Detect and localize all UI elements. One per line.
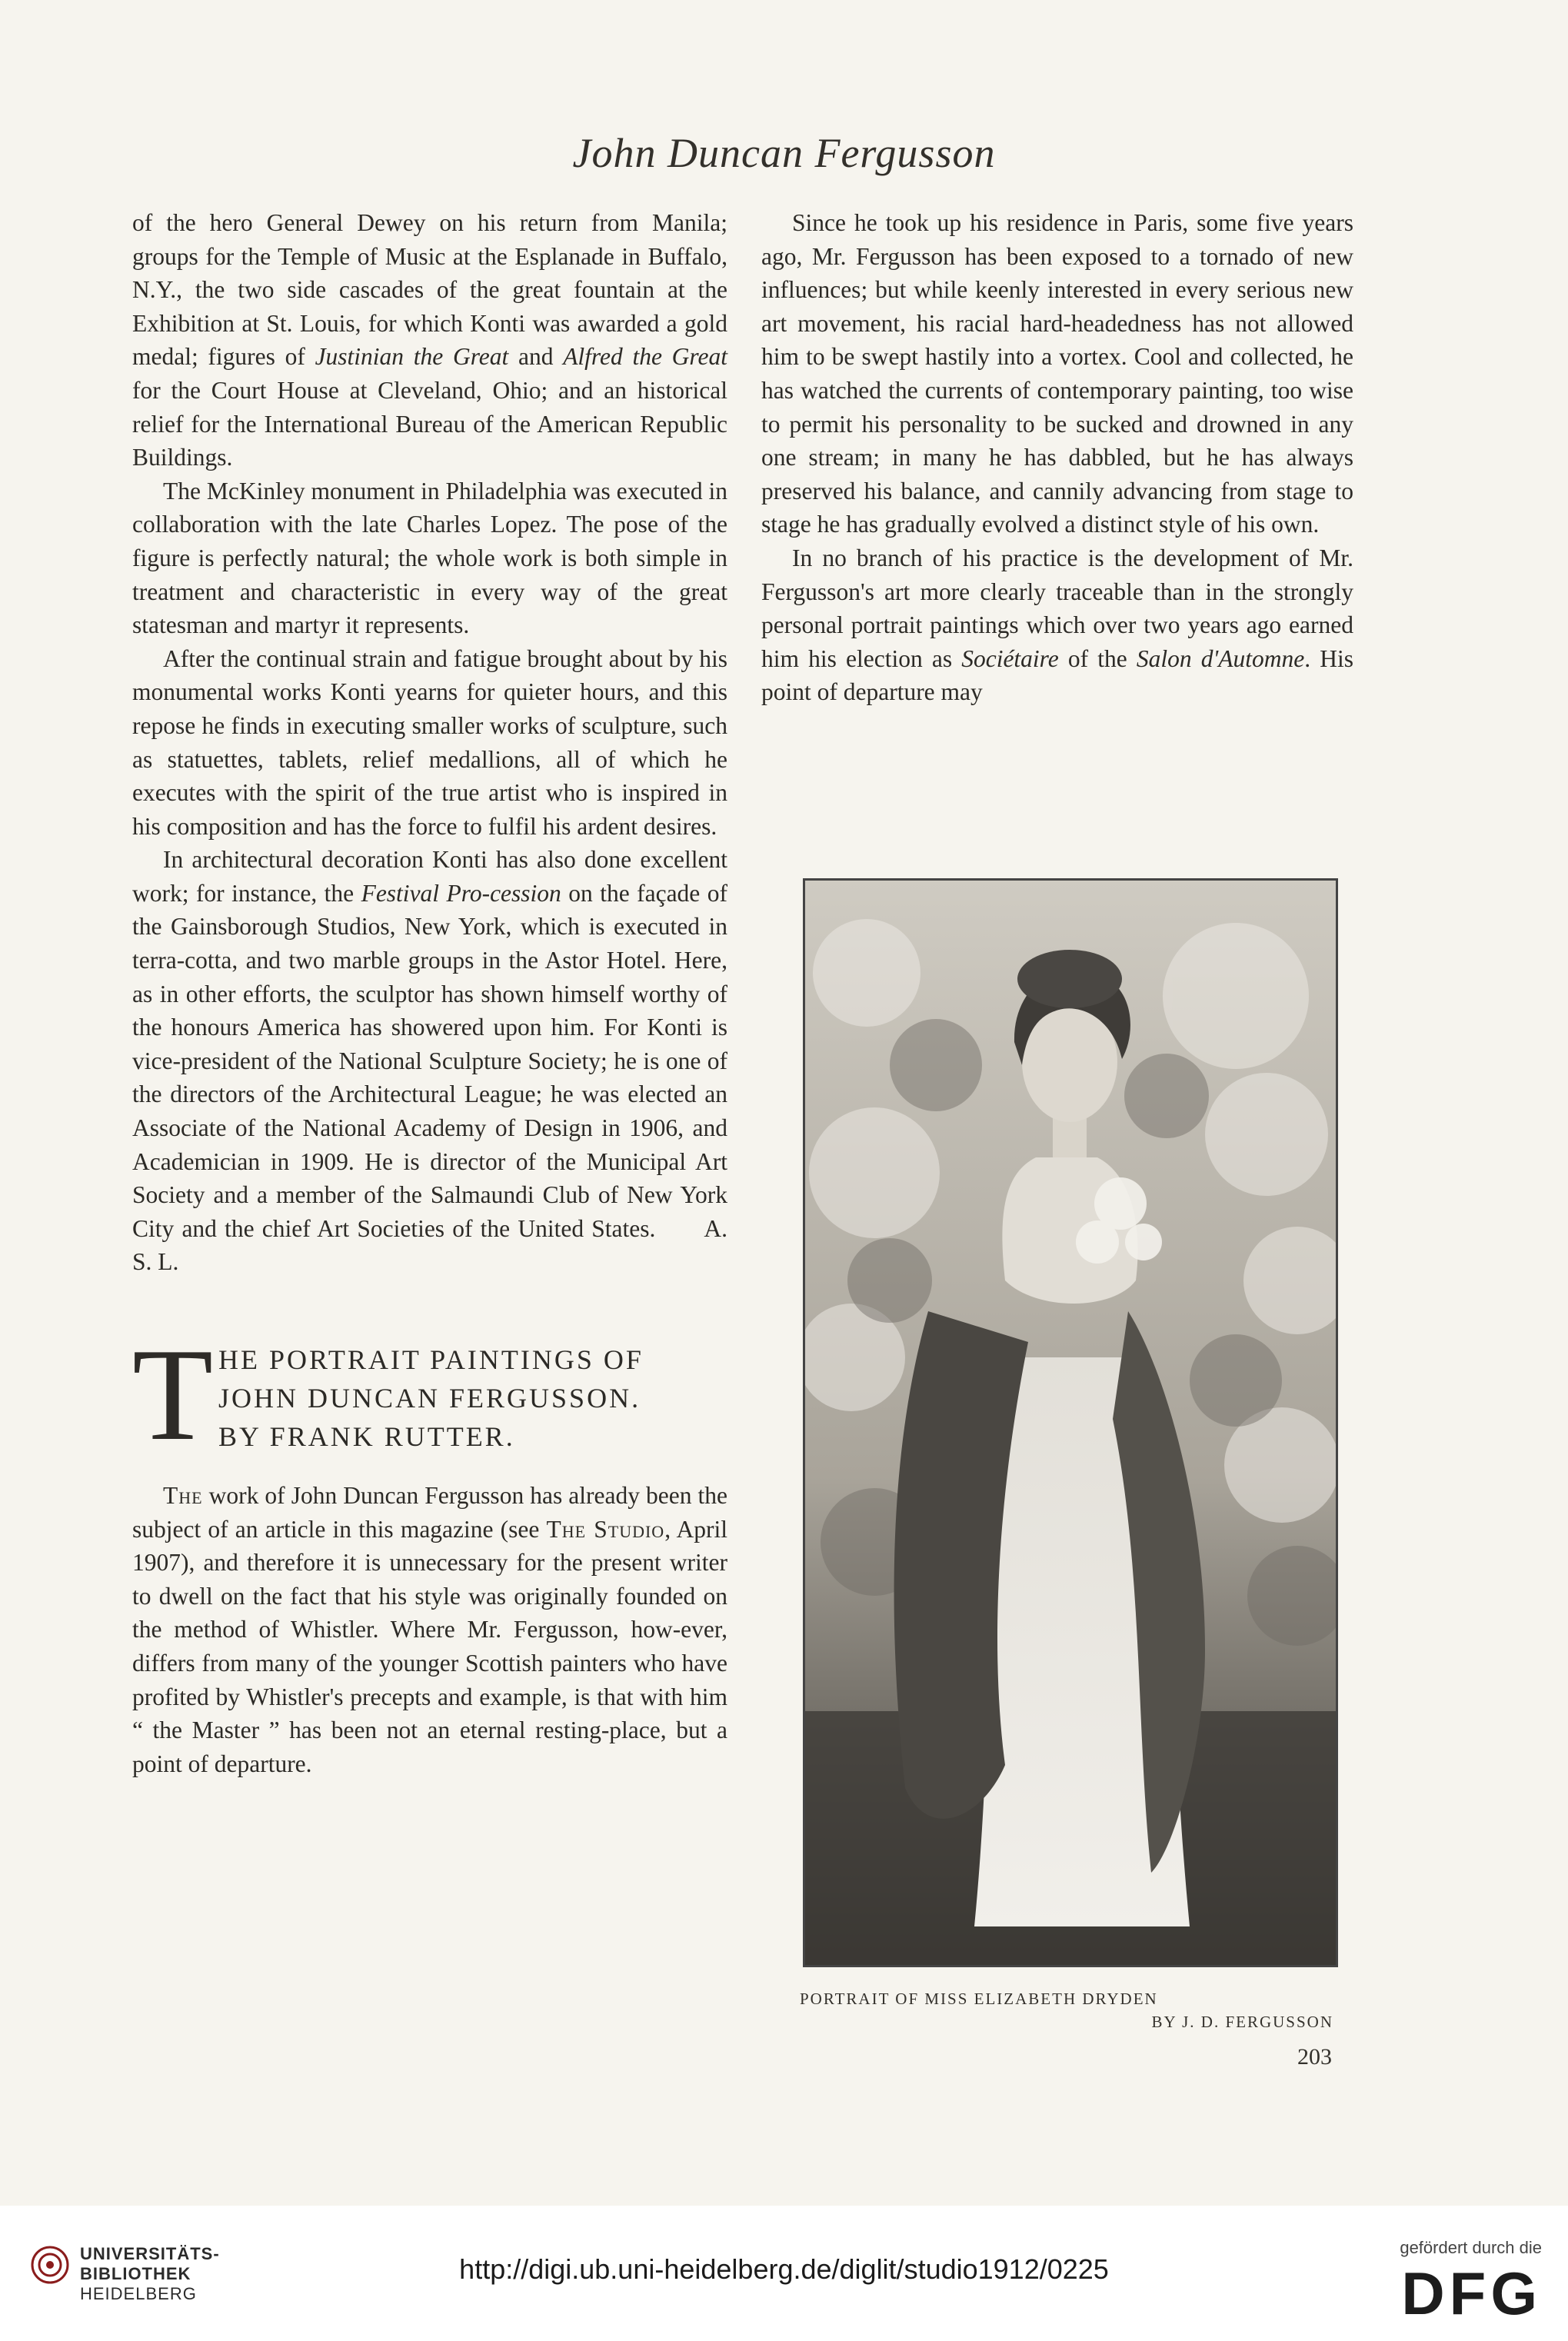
body-paragraph — [132, 843, 727, 1279]
text-run: work of John Duncan Fergusson has already been the subject of an article in this magazine (see — [132, 1482, 727, 1543]
text-run: In architectural decoration Konti has also done excellent work; for instance, the — [132, 846, 727, 907]
body-paragraph — [132, 475, 727, 642]
figure-caption — [800, 1987, 1333, 2033]
source-url-link[interactable]: http://digi.ub.uni-heidelberg.de/diglit/studio1912/0225 — [459, 2253, 1109, 2285]
text-run: for the Court House at Cleveland, Ohio; and an historical relief for the International Bureau of the American Republic Buildings. — [132, 376, 727, 471]
funder-text: gefördert durch die — [1400, 2238, 1542, 2257]
body-paragraph — [132, 1479, 727, 1780]
portrait-painting-image — [805, 881, 1336, 1965]
article-byline: BY FRANK RUTTER. — [218, 1421, 515, 1452]
article-title-line: HE PORTRAIT PAINTINGS OF — [218, 1344, 644, 1375]
body-paragraph — [132, 642, 727, 844]
right-column — [761, 206, 1353, 709]
italic-text: Justinian the Great — [315, 343, 509, 371]
article-heading — [132, 1322, 727, 1468]
italic-text: Sociétaire — [961, 644, 1059, 672]
text-run: , April 1907), and therefore it is unnecessary for the present writer to dwell on the fact that his style was originally founded on the method of Whistler. Where Mr. Fergusson, how-ever, differs from many of the younger Scottish painters who have profited by Whistler's precepts and example, is that with him “ the Master ” has been not an eternal resting-place, but a point of departure. — [132, 1515, 727, 1777]
drop-cap: T — [132, 1322, 214, 1468]
text-run: and — [508, 343, 564, 371]
body-paragraph — [132, 206, 727, 475]
text-run: The — [163, 1482, 203, 1509]
text-run: Since he took up his residence in Paris, some five years ago, Mr. Fergusson has been exposed to a tornado of new influences; but while keenly interested in every serious new art movement, his racial hard-headedness has not allowed him to be swept hastily into a vortex. Cool and collected, he has watched the currents of contemporary painting, too wise to permit his personality to be sucked and drowned in any one stream; in many he has dabbled, but he has always preserved his balance, and cannily advancing from stage to stage he has gradually evolved a distinct style of his own. — [761, 209, 1353, 538]
caption-artist: BY J. D. FERGUSSON — [1151, 2013, 1333, 2031]
caption-title: PORTRAIT OF MISS ELIZABETH DRYDEN — [800, 1990, 1158, 2008]
text-run: . His point of departure may — [761, 644, 1353, 706]
text-run: The McKinley monument in Philadelphia was executed in collaboration with the late Charles Lopez. The pose of the figure is perfectly natural; the whole work is both simple in treatment and characteristic in every way of the great statesman and martyr it represents. — [132, 477, 727, 639]
article-body-paragraphs — [132, 1479, 727, 1780]
italic-text: Salon d'Automne — [1136, 644, 1305, 672]
library-name-line: BIBLIOTHEK — [80, 2264, 191, 2283]
article-title-line: JOHN DUNCAN FERGUSSON. — [218, 1383, 641, 1414]
right-column-paragraphs — [761, 206, 1353, 709]
body-paragraph — [761, 541, 1353, 709]
text-run: of the — [1058, 644, 1137, 672]
italic-text: Festival Pro-cession — [361, 879, 561, 907]
italic-text: Alfred the Great — [563, 343, 727, 371]
text-run: In no branch of his practice is the development of Mr. Fergusson's art more clearly traceable than in the strongly personal portrait paintings which over two years ago earned him his election as — [761, 544, 1353, 672]
library-city: HEIDELBERG — [80, 2284, 197, 2303]
library-name-line: UNIVERSITÄTS- — [80, 2244, 220, 2263]
dfg-logo: DFG — [1401, 2259, 1542, 2327]
digitization-footer — [0, 2206, 1568, 2341]
article-title — [218, 1340, 727, 1456]
text-run: on the façade of the Gainsborough Studios, New York, which is executed in terra-cotta, and two marble groups in the Astor Hotel. Here, as in other efforts, the sculptor has shown himself worthy of the honours America has showered upon him. For Konti is vice-president of the National Sculpture Society; he is one of the directors of the Architectural League; he was elected an Associate of the National Academy of Design in 1906, and Academician in 1909. He is director of the Municipal Art Society and a member of the Salmaundi Club of New York City and the chief Art Societies of the United States. — [132, 879, 727, 1242]
left-column-paragraphs — [132, 206, 727, 1279]
portrait-illustration — [803, 878, 1338, 1967]
running-head: John Duncan Fergusson — [572, 130, 996, 176]
text-run: of the hero General Dewey on his return from Manila; groups for the Temple of Music at the Esplanade in Buffalo, N.Y., the two side cascades of the great fountain at the Exhibition at St. Louis, for which Konti was awarded a gold medal; figures of — [132, 209, 727, 371]
text-run: A. S. L. — [132, 1214, 727, 1276]
text-run: After the continual strain and fatigue brought about by his monumental works Konti yearns for quieter hours, and this repose he finds in executing smaller works of sculpture, such as statuettes, tablets, relief medallions, all of which he executes with the spirit of the true artist who is inspired in his composition and has the force to fulfil his ardent desires. — [132, 644, 727, 840]
page-number: 203 — [1297, 2044, 1332, 2070]
text-run: The Studio — [546, 1515, 665, 1543]
left-column — [132, 206, 727, 1780]
body-paragraph — [761, 206, 1353, 541]
